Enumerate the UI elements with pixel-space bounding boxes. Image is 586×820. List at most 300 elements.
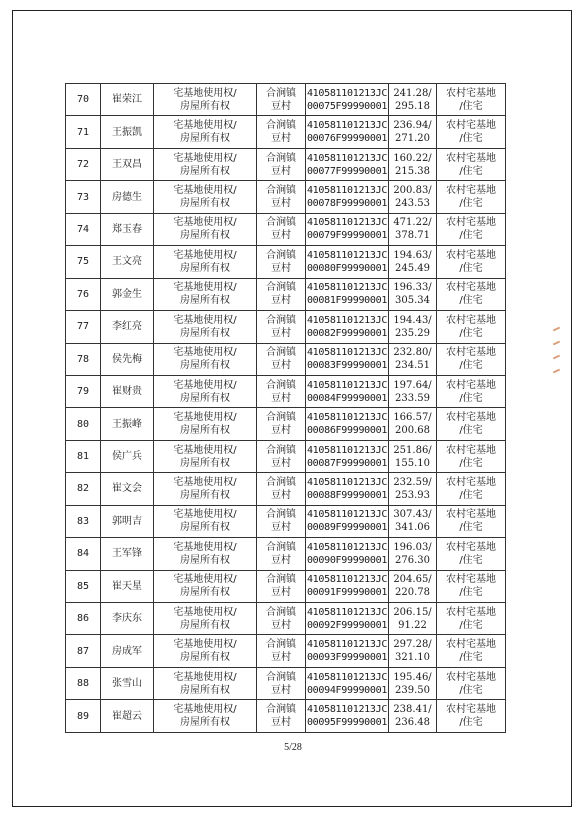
row-number-cell: 85 (66, 570, 101, 602)
location-line-1: 合涧镇 (266, 509, 296, 521)
right-type-line-2: 房屋所有权 (180, 652, 230, 664)
land-use-line-1: 农村宅基地 (446, 671, 496, 683)
land-use-line-1: 农村宅基地 (446, 120, 496, 132)
parcel-code-line-1: 410581101213JC (306, 639, 388, 651)
parcel-code-cell (306, 311, 389, 343)
parcel-code-cell (306, 667, 389, 699)
area-line-1: 238.41/ (393, 704, 432, 716)
right-type-cell (154, 570, 257, 602)
land-use-line-2: /住宅 (459, 392, 483, 404)
parcel-code-line-2: 00092F99990001 (306, 619, 388, 631)
area-cell (389, 700, 437, 732)
right-type-line-2: 房屋所有权 (180, 392, 230, 404)
land-use-line-2: /住宅 (459, 262, 483, 274)
location-line-1: 合涧镇 (266, 476, 296, 488)
right-type-cell (154, 84, 257, 116)
parcel-code-cell (306, 700, 389, 732)
land-use-cell (437, 603, 506, 635)
right-type-cell (154, 408, 257, 440)
parcel-code-cell (306, 570, 389, 602)
page-number: 5/28 (284, 742, 302, 753)
right-type-line-2: 房屋所有权 (180, 489, 230, 501)
area-cell (389, 603, 437, 635)
right-type-line-1: 宅基地使用权/ (173, 476, 237, 488)
land-use-line-2: /住宅 (459, 230, 483, 242)
location-line-2: 豆村 (271, 717, 291, 729)
area-cell (389, 148, 437, 180)
parcel-code-line-1: 410581101213JC (306, 704, 388, 716)
area-line-2: 239.50 (395, 684, 430, 696)
area-line-2: 155.10 (395, 457, 430, 469)
row-number-cell: 71 (66, 116, 101, 148)
owner-name-cell: 张雪山 (101, 667, 154, 699)
area-line-1: 206.15/ (393, 606, 432, 618)
area-line-1: 195.46/ (393, 671, 432, 683)
parcel-code-line-2: 00084F99990001 (306, 392, 388, 404)
location-cell (257, 278, 306, 310)
land-use-cell (437, 473, 506, 505)
location-cell (257, 473, 306, 505)
owner-name-cell: 崔荣江 (101, 84, 154, 116)
land-use-line-1: 农村宅基地 (446, 87, 496, 99)
table-row (66, 148, 506, 180)
land-use-line-2: /住宅 (459, 522, 483, 534)
location-line-1: 合涧镇 (266, 379, 296, 391)
right-type-line-2: 房屋所有权 (180, 457, 230, 469)
parcel-code-cell (306, 440, 389, 472)
table-row (66, 700, 506, 732)
area-cell (389, 246, 437, 278)
area-line-2: 253.93 (395, 489, 430, 501)
land-use-line-2: /住宅 (459, 457, 483, 469)
land-use-line-1: 农村宅基地 (446, 541, 496, 553)
table-row (66, 278, 506, 310)
right-type-line-2: 房屋所有权 (180, 554, 230, 566)
parcel-code-line-1: 410581101213JC (306, 541, 388, 553)
owner-name-cell: 崔超云 (101, 700, 154, 732)
right-type-line-1: 宅基地使用权/ (173, 704, 237, 716)
right-type-line-1: 宅基地使用权/ (173, 444, 237, 456)
parcel-code-cell (306, 635, 389, 667)
right-type-line-1: 宅基地使用权/ (173, 314, 237, 326)
land-use-line-1: 农村宅基地 (446, 476, 496, 488)
right-type-line-1: 宅基地使用权/ (173, 217, 237, 229)
parcel-code-line-2: 00080F99990001 (306, 262, 388, 274)
area-line-1: 297.28/ (393, 639, 432, 651)
right-type-line-1: 宅基地使用权/ (173, 606, 237, 618)
land-use-line-2: /住宅 (459, 684, 483, 696)
right-type-cell (154, 473, 257, 505)
parcel-code-line-2: 00081F99990001 (306, 295, 388, 307)
right-type-line-2: 房屋所有权 (180, 684, 230, 696)
location-cell (257, 408, 306, 440)
parcel-code-cell (306, 343, 389, 375)
location-line-2: 豆村 (271, 230, 291, 242)
parcel-code-cell (306, 84, 389, 116)
location-line-1: 合涧镇 (266, 412, 296, 424)
owner-name-cell: 崔天星 (101, 570, 154, 602)
parcel-code-cell (306, 375, 389, 407)
land-use-line-2: /住宅 (459, 587, 483, 599)
land-use-line-2: /住宅 (459, 489, 483, 501)
right-type-line-1: 宅基地使用权/ (173, 185, 237, 197)
land-use-line-1: 农村宅基地 (446, 412, 496, 424)
owner-name-cell: 房成军 (101, 635, 154, 667)
parcel-code-line-2: 00093F99990001 (306, 652, 388, 664)
land-use-line-2: /住宅 (459, 619, 483, 631)
parcel-code-line-2: 00076F99990001 (306, 133, 388, 145)
land-use-line-1: 农村宅基地 (446, 185, 496, 197)
area-cell (389, 635, 437, 667)
right-type-line-2: 房屋所有权 (180, 230, 230, 242)
land-use-cell (437, 343, 506, 375)
table-row (66, 181, 506, 213)
parcel-code-line-1: 410581101213JC (306, 185, 388, 197)
land-use-cell (437, 311, 506, 343)
area-line-2: 341.06 (395, 522, 430, 534)
location-cell (257, 181, 306, 213)
area-line-1: 307.43/ (393, 509, 432, 521)
location-cell (257, 116, 306, 148)
location-line-2: 豆村 (271, 165, 291, 177)
location-line-2: 豆村 (271, 133, 291, 145)
location-cell (257, 311, 306, 343)
area-line-2: 245.49 (395, 262, 430, 274)
parcel-code-line-1: 410581101213JC (306, 412, 388, 424)
right-type-line-2: 房屋所有权 (180, 262, 230, 274)
location-cell (257, 635, 306, 667)
table-row (66, 375, 506, 407)
table-row (66, 343, 506, 375)
owner-name-cell: 崔文会 (101, 473, 154, 505)
land-use-cell (437, 440, 506, 472)
area-line-1: 160.22/ (393, 152, 432, 164)
row-number-cell: 88 (66, 667, 101, 699)
row-number-cell: 77 (66, 311, 101, 343)
right-type-cell (154, 213, 257, 245)
area-cell (389, 667, 437, 699)
right-type-line-1: 宅基地使用权/ (173, 152, 237, 164)
area-line-2: 235.29 (395, 327, 430, 339)
land-use-line-2: /住宅 (459, 327, 483, 339)
margin-mark (553, 341, 560, 346)
right-type-cell (154, 538, 257, 570)
right-type-line-1: 宅基地使用权/ (173, 347, 237, 359)
location-line-2: 豆村 (271, 327, 291, 339)
land-use-cell (437, 408, 506, 440)
right-type-line-1: 宅基地使用权/ (173, 282, 237, 294)
area-cell (389, 473, 437, 505)
area-cell (389, 311, 437, 343)
row-number-cell: 87 (66, 635, 101, 667)
table-row (66, 408, 506, 440)
location-line-1: 合涧镇 (266, 347, 296, 359)
area-line-2: 276.30 (395, 554, 430, 566)
parcel-code-line-2: 00079F99990001 (306, 230, 388, 242)
row-number-cell: 72 (66, 148, 101, 180)
land-use-line-1: 农村宅基地 (446, 249, 496, 261)
land-use-line-1: 农村宅基地 (446, 639, 496, 651)
right-type-cell (154, 505, 257, 537)
row-number-cell: 70 (66, 84, 101, 116)
land-use-line-1: 农村宅基地 (446, 574, 496, 586)
right-type-line-2: 房屋所有权 (180, 717, 230, 729)
parcel-code-cell (306, 538, 389, 570)
land-use-line-1: 农村宅基地 (446, 314, 496, 326)
right-type-cell (154, 181, 257, 213)
right-type-line-1: 宅基地使用权/ (173, 379, 237, 391)
land-use-line-2: /住宅 (459, 165, 483, 177)
right-type-cell (154, 603, 257, 635)
parcel-code-line-1: 410581101213JC (306, 87, 388, 99)
parcel-code-line-1: 410581101213JC (306, 671, 388, 683)
right-type-line-1: 宅基地使用权/ (173, 120, 237, 132)
land-use-line-2: /住宅 (459, 717, 483, 729)
location-line-1: 合涧镇 (266, 217, 296, 229)
area-line-1: 196.33/ (393, 282, 432, 294)
right-type-line-2: 房屋所有权 (180, 587, 230, 599)
records-table-body (66, 84, 506, 733)
area-line-2: 233.59 (395, 392, 430, 404)
area-line-2: 234.51 (395, 360, 430, 372)
land-use-line-1: 农村宅基地 (446, 704, 496, 716)
location-cell (257, 375, 306, 407)
table-row (66, 311, 506, 343)
location-line-1: 合涧镇 (266, 574, 296, 586)
location-cell (257, 603, 306, 635)
parcel-code-line-1: 410581101213JC (306, 444, 388, 456)
land-use-cell (437, 246, 506, 278)
table-row (66, 116, 506, 148)
location-line-2: 豆村 (271, 198, 291, 210)
parcel-code-line-1: 410581101213JC (306, 606, 388, 618)
land-use-line-1: 农村宅基地 (446, 152, 496, 164)
land-use-cell (437, 635, 506, 667)
row-number-cell: 89 (66, 700, 101, 732)
location-line-2: 豆村 (271, 684, 291, 696)
right-type-cell (154, 246, 257, 278)
right-type-cell (154, 278, 257, 310)
margin-mark (553, 327, 560, 332)
owner-name-cell: 郭明吉 (101, 505, 154, 537)
land-use-line-1: 农村宅基地 (446, 379, 496, 391)
right-type-cell (154, 343, 257, 375)
location-line-2: 豆村 (271, 587, 291, 599)
owner-name-cell: 李红亮 (101, 311, 154, 343)
land-use-cell (437, 278, 506, 310)
location-line-2: 豆村 (271, 295, 291, 307)
location-cell (257, 246, 306, 278)
row-number-cell: 76 (66, 278, 101, 310)
parcel-code-cell (306, 213, 389, 245)
area-cell (389, 538, 437, 570)
area-line-1: 232.59/ (393, 476, 432, 488)
table-row (66, 603, 506, 635)
location-line-2: 豆村 (271, 425, 291, 437)
owner-name-cell: 郑玉春 (101, 213, 154, 245)
row-number-cell: 84 (66, 538, 101, 570)
parcel-code-cell (306, 603, 389, 635)
area-cell (389, 181, 437, 213)
land-use-line-1: 农村宅基地 (446, 509, 496, 521)
area-cell (389, 440, 437, 472)
land-use-line-2: /住宅 (459, 360, 483, 372)
area-line-1: 194.63/ (393, 249, 432, 261)
owner-name-cell: 王文亮 (101, 246, 154, 278)
right-type-line-2: 房屋所有权 (180, 198, 230, 210)
table-row (66, 635, 506, 667)
row-number-cell: 78 (66, 343, 101, 375)
right-type-cell (154, 440, 257, 472)
land-use-line-2: /住宅 (459, 554, 483, 566)
parcel-code-line-2: 00082F99990001 (306, 327, 388, 339)
right-type-line-2: 房屋所有权 (180, 295, 230, 307)
location-line-1: 合涧镇 (266, 249, 296, 261)
owner-name-cell: 侯广兵 (101, 440, 154, 472)
right-type-cell (154, 667, 257, 699)
location-line-2: 豆村 (271, 392, 291, 404)
parcel-code-cell (306, 473, 389, 505)
land-use-cell (437, 181, 506, 213)
table-row (66, 538, 506, 570)
table-row (66, 84, 506, 116)
right-type-line-1: 宅基地使用权/ (173, 574, 237, 586)
owner-name-cell: 王振凯 (101, 116, 154, 148)
location-cell (257, 440, 306, 472)
location-line-1: 合涧镇 (266, 639, 296, 651)
parcel-code-line-2: 00089F99990001 (306, 522, 388, 534)
location-line-1: 合涧镇 (266, 282, 296, 294)
location-line-1: 合涧镇 (266, 120, 296, 132)
right-type-line-1: 宅基地使用权/ (173, 639, 237, 651)
location-line-1: 合涧镇 (266, 314, 296, 326)
area-line-1: 236.94/ (393, 120, 432, 132)
parcel-code-line-2: 00094F99990001 (306, 684, 388, 696)
area-line-2: 236.48 (395, 717, 430, 729)
owner-name-cell: 房德生 (101, 181, 154, 213)
area-line-1: 166.57/ (393, 412, 432, 424)
right-type-cell (154, 700, 257, 732)
owner-name-cell: 王军锋 (101, 538, 154, 570)
location-line-2: 豆村 (271, 619, 291, 631)
table-row (66, 473, 506, 505)
land-use-cell (437, 213, 506, 245)
margin-marks (549, 328, 565, 398)
parcel-code-cell (306, 148, 389, 180)
parcel-code-line-1: 410581101213JC (306, 509, 388, 521)
owner-name-cell: 李庆东 (101, 603, 154, 635)
parcel-code-cell (306, 116, 389, 148)
land-use-line-2: /住宅 (459, 652, 483, 664)
location-line-2: 豆村 (271, 100, 291, 112)
location-line-2: 豆村 (271, 554, 291, 566)
location-line-1: 合涧镇 (266, 541, 296, 553)
row-number-cell: 75 (66, 246, 101, 278)
right-type-line-2: 房屋所有权 (180, 100, 230, 112)
row-number-cell: 81 (66, 440, 101, 472)
land-use-line-2: /住宅 (459, 425, 483, 437)
location-cell (257, 84, 306, 116)
location-line-1: 合涧镇 (266, 185, 296, 197)
location-line-1: 合涧镇 (266, 606, 296, 618)
parcel-code-line-1: 410581101213JC (306, 152, 388, 164)
location-line-2: 豆村 (271, 457, 291, 469)
row-number-cell: 73 (66, 181, 101, 213)
land-use-line-2: /住宅 (459, 100, 483, 112)
land-use-line-1: 农村宅基地 (446, 444, 496, 456)
right-type-line-2: 房屋所有权 (180, 425, 230, 437)
right-type-cell (154, 375, 257, 407)
parcel-code-line-2: 00088F99990001 (306, 489, 388, 501)
land-use-line-1: 农村宅基地 (446, 347, 496, 359)
right-type-line-1: 宅基地使用权/ (173, 541, 237, 553)
right-type-line-1: 宅基地使用权/ (173, 412, 237, 424)
table-row (66, 667, 506, 699)
right-type-line-1: 宅基地使用权/ (173, 87, 237, 99)
right-type-line-1: 宅基地使用权/ (173, 671, 237, 683)
parcel-code-line-1: 410581101213JC (306, 249, 388, 261)
area-cell (389, 213, 437, 245)
area-line-1: 197.64/ (393, 379, 432, 391)
parcel-code-line-2: 00075F99990001 (306, 100, 388, 112)
location-cell (257, 505, 306, 537)
area-line-2: 295.18 (395, 100, 430, 112)
right-type-line-2: 房屋所有权 (180, 327, 230, 339)
land-use-line-2: /住宅 (459, 198, 483, 210)
area-cell (389, 408, 437, 440)
land-use-line-2: /住宅 (459, 295, 483, 307)
margin-mark (553, 369, 560, 374)
parcel-code-line-2: 00077F99990001 (306, 165, 388, 177)
area-line-2: 271.20 (395, 133, 430, 145)
margin-mark (553, 355, 560, 360)
right-type-line-2: 房屋所有权 (180, 165, 230, 177)
right-type-cell (154, 311, 257, 343)
land-use-cell (437, 505, 506, 537)
right-type-line-2: 房屋所有权 (180, 133, 230, 145)
parcel-code-cell (306, 505, 389, 537)
area-line-2: 305.34 (395, 295, 430, 307)
parcel-code-line-1: 410581101213JC (306, 282, 388, 294)
location-cell (257, 667, 306, 699)
location-cell (257, 343, 306, 375)
table-row (66, 440, 506, 472)
parcel-code-cell (306, 246, 389, 278)
parcel-code-line-2: 00091F99990001 (306, 587, 388, 599)
parcel-code-line-2: 00087F99990001 (306, 457, 388, 469)
parcel-code-cell (306, 278, 389, 310)
area-line-2: 378.71 (395, 230, 430, 242)
location-cell (257, 148, 306, 180)
location-line-2: 豆村 (271, 522, 291, 534)
row-number-cell: 79 (66, 375, 101, 407)
parcel-code-line-1: 410581101213JC (306, 574, 388, 586)
table-row (66, 570, 506, 602)
location-line-1: 合涧镇 (266, 671, 296, 683)
parcel-code-cell (306, 408, 389, 440)
owner-name-cell: 郭金生 (101, 278, 154, 310)
parcel-code-line-1: 410581101213JC (306, 314, 388, 326)
area-line-1: 200.83/ (393, 185, 432, 197)
land-use-cell (437, 116, 506, 148)
location-cell (257, 538, 306, 570)
location-line-2: 豆村 (271, 360, 291, 372)
area-line-2: 243.53 (395, 198, 430, 210)
owner-name-cell: 王双昌 (101, 148, 154, 180)
area-line-1: 196.03/ (393, 541, 432, 553)
right-type-cell (154, 635, 257, 667)
table-row (66, 505, 506, 537)
